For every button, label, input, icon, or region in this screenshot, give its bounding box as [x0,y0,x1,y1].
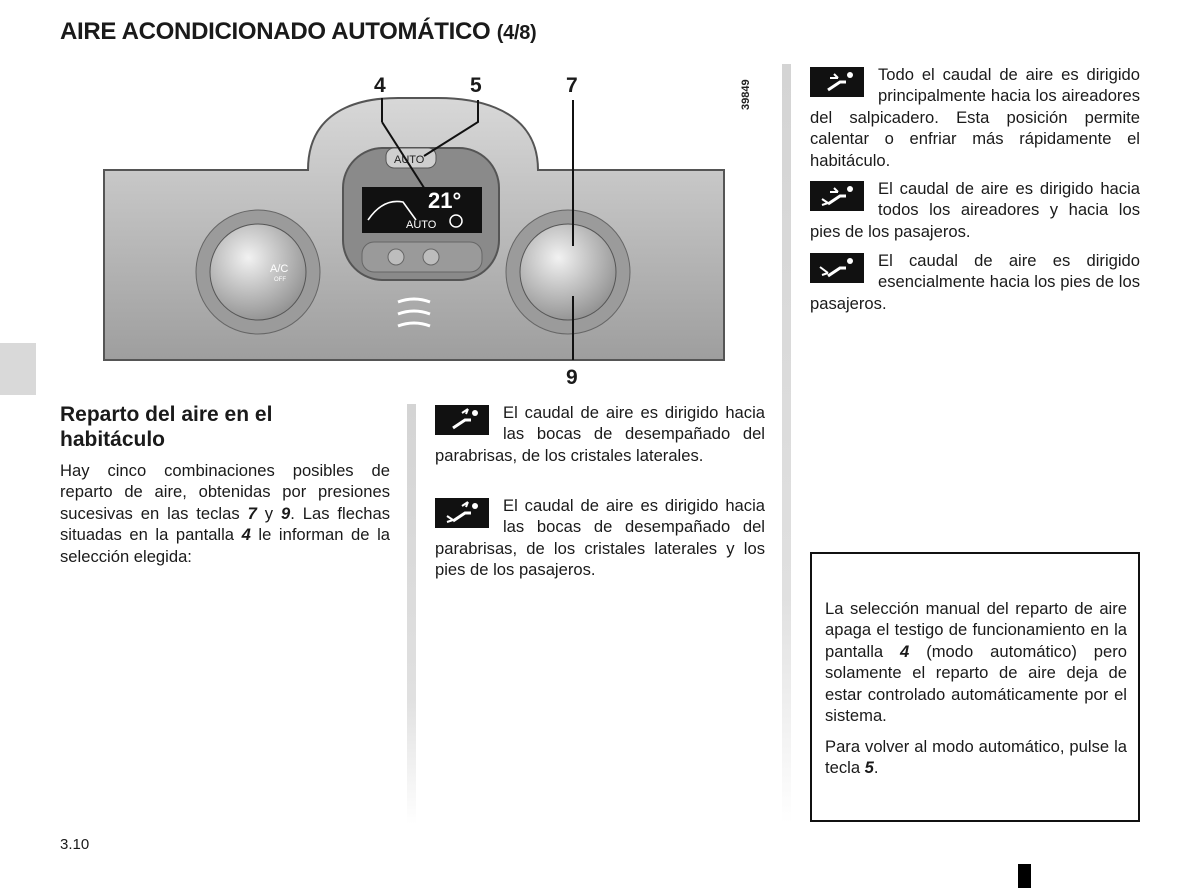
note-text-1: La selección manual del reparto de aire apaga el testigo de funcionamiento en la pantalla [825,599,1127,661]
mode-text: El caudal de aire es dirigido hacia las bocas de desempañado del parabrisas, de los cristales laterales y los pies de los pasajeros. [435,496,765,580]
intro-text-4: le informan de la selección elegida: [60,525,390,566]
note-key-4: 4 [900,641,910,661]
intro-text-2: y [256,503,281,523]
page-edge-marker [1018,864,1031,888]
ac-label: A/C [270,263,289,275]
section-heading-line1: Reparto del aire en el [60,403,273,426]
callout-4: 4 [374,74,386,97]
mode-item-all-vents [810,178,1140,242]
column-divider-left [407,404,416,824]
note-text-3: Para volver al modo automático, pulse la tecla [825,737,1127,778]
note-text-2: (modo automático) pero solamente el reparto de aire deja de estar controlado automáticamente por el sistema. [825,641,1127,726]
left-control-knob[interactable] [210,224,306,320]
column-divider-right [782,64,791,824]
right-small-button[interactable] [423,249,439,265]
mode-text: Todo el caudal de aire es dirigido principalmente hacia los aireadores del salpicadero. Esta posición permite calentar o enfriar más rápidamente el habitáculo. [810,65,1140,170]
section-heading-line2: habitáculo [60,428,166,451]
display-temperature: 21° [428,188,462,213]
intro-text-1: Hay cinco combinaciones posibles de reparto de aire, obtenidas por presiones sucesivas en las teclas [60,461,390,523]
section-tab [0,343,36,395]
callout-9: 9 [566,366,578,389]
mode-item-windscreen-feet [435,495,765,581]
intro-key-7: 7 [247,503,257,523]
climate-panel-illustration [98,70,758,380]
left-small-button[interactable] [388,249,404,265]
note-paragraph-1 [825,598,1127,726]
windscreen-feet-icon [435,498,489,528]
display-mode: AUTO [406,219,437,231]
intro-key-4: 4 [241,525,251,545]
dashboard-vents-icon [810,67,864,97]
feet-icon [810,253,864,283]
callout-5: 5 [470,74,482,97]
ac-off-label: OFF [274,277,286,283]
climate-panel-figure [98,70,758,389]
note-box [810,552,1140,822]
section-intro [60,460,390,567]
callout-7: 7 [566,74,578,97]
note-text-4: . [873,758,879,778]
figure-code: 39849 [740,79,752,110]
page-title [60,18,536,46]
section-heading [60,402,390,452]
mode-item-windscreen [435,402,765,466]
mode-item-feet [810,250,1140,314]
mode-text: El caudal de aire es dirigido hacia las bocas de desempañado del parabrisas, de los cristales laterales. [435,403,765,465]
mode-text: El caudal de aire es dirigido esencialmente hacia los pies de los pasajeros. [810,251,1140,313]
note-key-5: 5 [864,758,874,778]
intro-key-9: 9 [280,503,291,523]
intro-text-3: . Las flechas situadas en la pantalla [60,503,390,545]
windscreen-icon [435,405,489,435]
page-title-part: (4/8) [496,22,537,44]
page-number: 3.10 [60,836,90,853]
auto-button-label: AUTO [394,154,425,166]
all-vents-icon [810,181,864,211]
mode-item-dashboard-vents [810,64,1140,171]
page-title-text: AIRE ACONDICIONADO AUTOMÁTICO [60,18,491,45]
right-control-knob[interactable] [520,224,616,320]
mode-text: El caudal de aire es dirigido hacia todos los aireadores y hacia los pies de los pasajeros. [810,179,1140,241]
note-paragraph-2 [825,736,1127,779]
